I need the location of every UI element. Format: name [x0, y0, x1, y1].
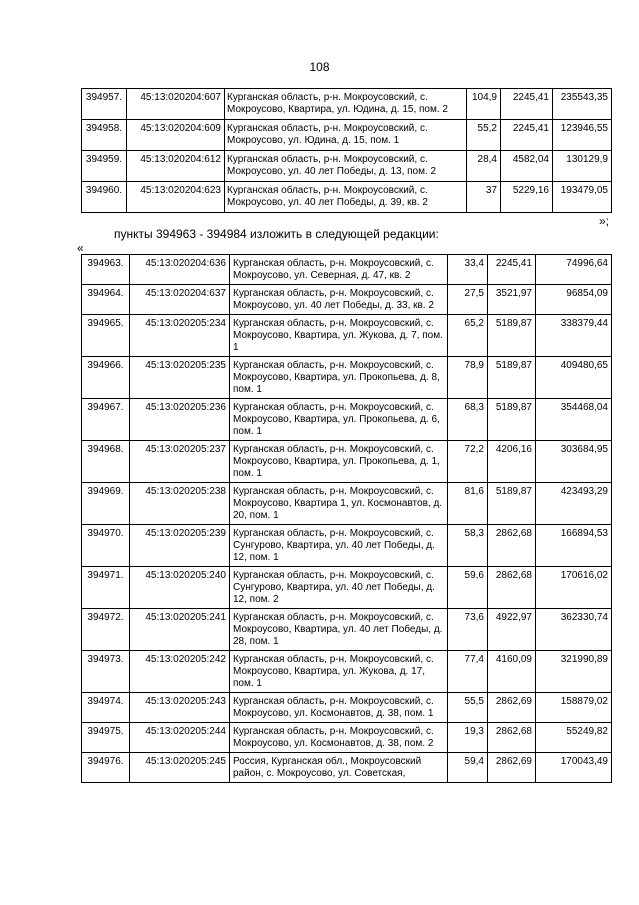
address-cell: Курганская область, р-н. Мокроусовский, с. Мокроусово, Квартира, ул. Жукова, д. 7, пом. 1	[230, 315, 448, 357]
cadastral-number-cell: 45:13:020204:607	[127, 89, 225, 120]
cadastral-value-cell: 170043,49	[536, 753, 612, 783]
address-cell: Курганская область, р-н. Мокроусовский, с. Мокроусово, Квартира, ул. Прокопьева, д. 1, пом. 1	[230, 441, 448, 483]
row-number-cell: 394975.	[82, 723, 130, 753]
table-row	[82, 567, 612, 609]
cadastral-value-cell: 170616,02	[536, 567, 612, 609]
unit-price-cell: 5189,87	[488, 483, 536, 525]
table-row	[82, 525, 612, 567]
row-number-cell: 394964.	[82, 285, 130, 315]
area-cell: 73,6	[448, 609, 488, 651]
unit-price-cell: 2862,69	[488, 753, 536, 783]
cadastral-number-cell: 45:13:020205:240	[130, 567, 230, 609]
unit-price-cell: 5189,87	[488, 357, 536, 399]
address-cell: Курганская область, р-н. Мокроусовский, с. Мокроусово, ул. Космонавтов, д. 38, пом. 1	[230, 693, 448, 723]
table-row	[82, 255, 612, 285]
registry-table-previous-body	[82, 89, 612, 213]
address-cell: Курганская область, р-н. Мокроусовский, с. Мокроусово, Квартира, ул. Юдина, д. 15, пом. 2	[225, 89, 467, 120]
area-cell: 19,3	[448, 723, 488, 753]
cadastral-number-cell: 45:13:020205:241	[130, 609, 230, 651]
cadastral-value-cell: 158879,02	[536, 693, 612, 723]
cadastral-value-cell: 338379,44	[536, 315, 612, 357]
cadastral-number-cell: 45:13:020204:636	[130, 255, 230, 285]
unit-price-cell: 2862,68	[488, 525, 536, 567]
cadastral-value-cell: 193479,05	[553, 182, 612, 213]
table-row	[82, 151, 612, 182]
address-cell: Курганская область, р-н. Мокроусовский, с. Мокроусово, ул. 40 лет Победы, д. 13, пом. 2	[225, 151, 467, 182]
cadastral-value-cell: 409480,65	[536, 357, 612, 399]
row-number-cell: 394966.	[82, 357, 130, 399]
cadastral-number-cell: 45:13:020205:235	[130, 357, 230, 399]
unit-price-cell: 2245,41	[501, 89, 553, 120]
registry-table-new-body	[82, 255, 612, 783]
table-row	[82, 441, 612, 483]
cadastral-value-cell: 362330,74	[536, 609, 612, 651]
table-row	[82, 483, 612, 525]
unit-price-cell: 4922,97	[488, 609, 536, 651]
table-row	[82, 315, 612, 357]
address-cell: Россия, Курганская обл., Мокроусовский район, с. Мокроусово, ул. Советская,	[230, 753, 448, 783]
closing-quote: »;	[598, 214, 609, 228]
table-row	[82, 182, 612, 213]
row-number-cell: 394973.	[82, 651, 130, 693]
unit-price-cell: 2862,68	[488, 723, 536, 753]
row-number-cell: 394965.	[82, 315, 130, 357]
cadastral-number-cell: 45:13:020205:237	[130, 441, 230, 483]
cadastral-value-cell: 123946,55	[553, 120, 612, 151]
area-cell: 27,5	[448, 285, 488, 315]
area-cell: 65,2	[448, 315, 488, 357]
table-row	[82, 723, 612, 753]
area-cell: 58,3	[448, 525, 488, 567]
cadastral-number-cell: 45:13:020204:637	[130, 285, 230, 315]
address-cell: Курганская область, р-н. Мокроусовский, с. Мокроусово, ул. Космонавтов, д. 38, пом. 2	[230, 723, 448, 753]
instruction-text: пункты 394963 - 394984 изложить в следующей редакции:	[114, 227, 439, 241]
area-cell: 78,9	[448, 357, 488, 399]
unit-price-cell: 5189,87	[488, 399, 536, 441]
area-cell: 104,9	[467, 89, 501, 120]
row-number-cell: 394958.	[82, 120, 127, 151]
cadastral-number-cell: 45:13:020205:242	[130, 651, 230, 693]
address-cell: Курганская область, р-н. Мокроусовский, с. Мокроусово, Квартира, ул. Прокопьева, д. 8, пом. 1	[230, 357, 448, 399]
table-row	[82, 609, 612, 651]
area-cell: 28,4	[467, 151, 501, 182]
cadastral-value-cell: 423493,29	[536, 483, 612, 525]
row-number-cell: 394957.	[82, 89, 127, 120]
address-cell: Курганская область, р-н. Мокроусовский, с. Мокроусово, ул. Юдина, д. 15, пом. 1	[225, 120, 467, 151]
area-cell: 59,4	[448, 753, 488, 783]
row-number-cell: 394960.	[82, 182, 127, 213]
table-row	[82, 651, 612, 693]
unit-price-cell: 2862,69	[488, 693, 536, 723]
unit-price-cell: 2245,41	[501, 120, 553, 151]
unit-price-cell: 4160,09	[488, 651, 536, 693]
row-number-cell: 394974.	[82, 693, 130, 723]
cadastral-value-cell: 130129,9	[553, 151, 612, 182]
area-cell: 55,5	[448, 693, 488, 723]
cadastral-number-cell: 45:13:020204:612	[127, 151, 225, 182]
unit-price-cell: 4206,16	[488, 441, 536, 483]
opening-quote: «	[77, 241, 84, 255]
cadastral-value-cell: 235543,35	[553, 89, 612, 120]
cadastral-value-cell: 55249,82	[536, 723, 612, 753]
page-number: 108	[309, 60, 330, 74]
address-cell: Курганская область, р-н. Мокроусовский, с. Мокроусово, Квартира, ул. Прокопьева, д. 6, пом. 1	[230, 399, 448, 441]
address-cell: Курганская область, р-н. Мокроусовский, с. Сунгурово, Квартира, ул. 40 лет Победы, д. 12, пом. 2	[230, 567, 448, 609]
unit-price-cell: 4582,04	[501, 151, 553, 182]
cadastral-number-cell: 45:13:020205:236	[130, 399, 230, 441]
table-row	[82, 89, 612, 120]
row-number-cell: 394963.	[82, 255, 130, 285]
cadastral-value-cell: 96854,09	[536, 285, 612, 315]
table-row	[82, 693, 612, 723]
cadastral-value-cell: 303684,95	[536, 441, 612, 483]
row-number-cell: 394972.	[82, 609, 130, 651]
area-cell: 33,4	[448, 255, 488, 285]
cadastral-number-cell: 45:13:020205:245	[130, 753, 230, 783]
cadastral-number-cell: 45:13:020205:243	[130, 693, 230, 723]
area-cell: 77,4	[448, 651, 488, 693]
unit-price-cell: 2862,68	[488, 567, 536, 609]
cadastral-value-cell: 74996,64	[536, 255, 612, 285]
row-number-cell: 394971.	[82, 567, 130, 609]
registry-table-previous	[81, 88, 612, 213]
cadastral-number-cell: 45:13:020204:609	[127, 120, 225, 151]
address-cell: Курганская область, р-н. Мокроусовский, с. Мокроусово, ул. Северная, д. 47, кв. 2	[230, 255, 448, 285]
row-number-cell: 394967.	[82, 399, 130, 441]
cadastral-number-cell: 45:13:020205:234	[130, 315, 230, 357]
area-cell: 68,3	[448, 399, 488, 441]
unit-price-cell: 3521,97	[488, 285, 536, 315]
table-row	[82, 753, 612, 783]
address-cell: Курганская область, р-н. Мокроусовский, с. Сунгурово, Квартира, ул. 40 лет Победы, д. 12, пом. 1	[230, 525, 448, 567]
table-row	[82, 357, 612, 399]
registry-table-new	[81, 254, 612, 783]
address-cell: Курганская область, р-н. Мокроусовский, с. Мокроусово, ул. 40 лет Победы, д. 39, кв. 2	[225, 182, 467, 213]
cadastral-number-cell: 45:13:020205:238	[130, 483, 230, 525]
unit-price-cell: 2245,41	[488, 255, 536, 285]
cadastral-number-cell: 45:13:020205:239	[130, 525, 230, 567]
row-number-cell: 394959.	[82, 151, 127, 182]
row-number-cell: 394968.	[82, 441, 130, 483]
unit-price-cell: 5229,16	[501, 182, 553, 213]
address-cell: Курганская область, р-н. Мокроусовский, с. Мокроусово, Квартира, ул. Жукова, д. 17, пом. 1	[230, 651, 448, 693]
address-cell: Курганская область, р-н. Мокроусовский, с. Мокроусово, Квартира 1, ул. Космонавтов, д. 20, пом. 1	[230, 483, 448, 525]
row-number-cell: 394970.	[82, 525, 130, 567]
row-number-cell: 394969.	[82, 483, 130, 525]
area-cell: 55,2	[467, 120, 501, 151]
address-cell: Курганская область, р-н. Мокроусовский, с. Мокроусово, Квартира, ул. 40 лет Победы, д. 28, пом. 1	[230, 609, 448, 651]
area-cell: 72,2	[448, 441, 488, 483]
area-cell: 59,6	[448, 567, 488, 609]
cadastral-value-cell: 354468,04	[536, 399, 612, 441]
table-row	[82, 399, 612, 441]
cadastral-value-cell: 166894,53	[536, 525, 612, 567]
cadastral-value-cell: 321990,89	[536, 651, 612, 693]
table-row	[82, 285, 612, 315]
table-row	[82, 120, 612, 151]
row-number-cell: 394976.	[82, 753, 130, 783]
address-cell: Курганская область, р-н. Мокроусовский, с. Мокроусово, ул. 40 лет Победы, д. 33, кв. 2	[230, 285, 448, 315]
area-cell: 37	[467, 182, 501, 213]
area-cell: 81,6	[448, 483, 488, 525]
unit-price-cell: 5189,87	[488, 315, 536, 357]
cadastral-number-cell: 45:13:020205:244	[130, 723, 230, 753]
cadastral-number-cell: 45:13:020204:623	[127, 182, 225, 213]
